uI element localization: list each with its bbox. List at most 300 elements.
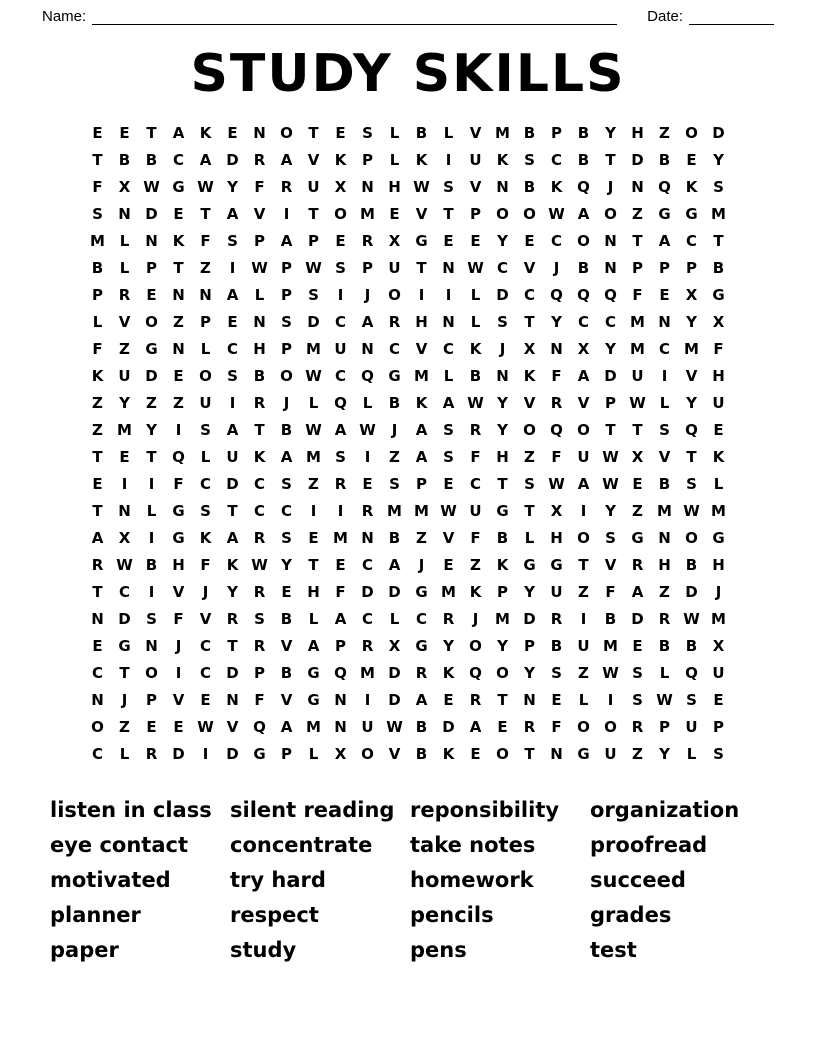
grid-letter: C xyxy=(253,474,265,493)
grid-letter: Y xyxy=(686,312,697,331)
grid-letter: M xyxy=(603,636,618,655)
grid-letter: X xyxy=(685,285,698,304)
grid-letter: X xyxy=(334,744,347,763)
grid-letter: G xyxy=(415,636,428,655)
grid-letter: L xyxy=(119,258,130,277)
word-search-grid xyxy=(84,119,732,767)
grid-letter: G xyxy=(523,555,536,574)
grid-letter: A xyxy=(280,717,293,736)
grid-letter: Q xyxy=(334,663,347,682)
grid-letter: F xyxy=(200,555,211,574)
grid-letter: H xyxy=(712,366,725,385)
grid-letter: H xyxy=(307,582,320,601)
grid-letter: T xyxy=(227,501,238,520)
grid-letter: N xyxy=(91,609,104,628)
grid-letter: Y xyxy=(713,150,724,169)
grid-letter: V xyxy=(307,150,320,169)
grid-letter: N xyxy=(118,501,131,520)
grid-letter: I xyxy=(607,690,614,709)
grid-letter: P xyxy=(200,312,211,331)
grid-letter: D xyxy=(388,582,401,601)
grid-letter: Q xyxy=(577,285,590,304)
grid-letter: K xyxy=(415,150,428,169)
grid-letter: E xyxy=(443,555,454,574)
grid-letter: P xyxy=(308,231,319,250)
grid-letter: C xyxy=(469,474,481,493)
grid-letter: L xyxy=(146,501,157,520)
grid-letter: J xyxy=(553,258,560,277)
grid-letter: S xyxy=(389,474,400,493)
grid-letter: P xyxy=(362,150,373,169)
grid-letter: C xyxy=(685,231,697,250)
grid-letter: Y xyxy=(497,420,508,439)
grid-letter: F xyxy=(254,690,265,709)
grid-letter: C xyxy=(361,555,373,574)
grid-letter: D xyxy=(226,663,239,682)
grid-letter: F xyxy=(92,339,103,358)
grid-letter: W xyxy=(116,555,133,574)
grid-letter: O xyxy=(685,123,698,142)
word-item: silent reading xyxy=(230,798,395,823)
grid-letter: S xyxy=(281,474,292,493)
grid-letter: B xyxy=(415,123,428,142)
grid-letter: N xyxy=(199,285,212,304)
grid-letter: M xyxy=(495,123,510,142)
grid-letter: J xyxy=(175,636,182,655)
grid-letter: P xyxy=(146,690,157,709)
grid-letter: D xyxy=(388,663,401,682)
grid-letter: C xyxy=(118,582,130,601)
date-blank-line xyxy=(689,9,774,25)
grid-letter: K xyxy=(226,555,239,574)
grid-letter: Z xyxy=(578,582,589,601)
word-item: succeed xyxy=(590,868,686,893)
grid-letter: D xyxy=(442,717,455,736)
grid-letter: X xyxy=(712,312,725,331)
grid-letter: T xyxy=(524,501,535,520)
grid-letter: C xyxy=(604,312,616,331)
grid-letter: R xyxy=(253,150,266,169)
grid-letter: S xyxy=(686,690,697,709)
grid-letter: T xyxy=(92,501,103,520)
grid-letter: R xyxy=(253,393,266,412)
grid-letter: P xyxy=(281,285,292,304)
grid-letter: F xyxy=(200,231,211,250)
grid-letter: G xyxy=(712,285,725,304)
grid-letter: D xyxy=(685,582,698,601)
grid-letter: A xyxy=(226,204,239,223)
grid-letter: Q xyxy=(577,177,590,196)
grid-letter: S xyxy=(200,501,211,520)
grid-letter: P xyxy=(416,474,427,493)
grid-letter: L xyxy=(308,744,319,763)
grid-letter: N xyxy=(334,690,347,709)
word-item: motivated xyxy=(50,868,171,893)
grid-letter: U xyxy=(550,582,563,601)
grid-letter: Y xyxy=(605,123,616,142)
grid-letter: E xyxy=(227,312,238,331)
grid-letter: V xyxy=(388,744,401,763)
grid-letter: G xyxy=(415,582,428,601)
grid-letter: Y xyxy=(605,501,616,520)
grid-letter: I xyxy=(445,285,452,304)
grid-letter: L xyxy=(362,393,373,412)
grid-letter: S xyxy=(713,177,724,196)
grid-letter: L xyxy=(119,231,130,250)
grid-letter: B xyxy=(577,150,590,169)
grid-letter: W xyxy=(602,474,619,493)
grid-letter: A xyxy=(307,636,320,655)
grid-letter: Y xyxy=(659,744,670,763)
grid-letter: S xyxy=(335,258,346,277)
grid-letter: E xyxy=(470,744,481,763)
grid-letter: Q xyxy=(334,393,347,412)
grid-letter: Y xyxy=(497,393,508,412)
grid-letter: N xyxy=(172,285,185,304)
grid-letter: N xyxy=(145,231,158,250)
grid-letter: I xyxy=(175,663,182,682)
grid-letter: D xyxy=(226,150,239,169)
grid-letter: G xyxy=(118,636,131,655)
grid-letter: N xyxy=(361,528,374,547)
grid-letter: D xyxy=(631,150,644,169)
grid-letter: X xyxy=(388,636,401,655)
grid-letter: C xyxy=(91,744,103,763)
grid-letter: C xyxy=(199,663,211,682)
grid-letter: A xyxy=(577,474,590,493)
grid-letter: O xyxy=(469,636,482,655)
name-label: Name: xyxy=(42,8,87,25)
grid-letter: W xyxy=(683,609,700,628)
grid-letter: A xyxy=(334,609,347,628)
grid-letter: M xyxy=(711,609,726,628)
grid-letter: T xyxy=(92,150,103,169)
grid-letter: P xyxy=(281,744,292,763)
grid-letter: C xyxy=(172,150,184,169)
grid-letter: B xyxy=(388,393,401,412)
grid-letter: T xyxy=(605,420,616,439)
grid-letter: S xyxy=(308,285,319,304)
grid-letter: B xyxy=(523,123,536,142)
grid-letter: V xyxy=(172,690,185,709)
grid-letter: P xyxy=(524,636,535,655)
grid-letter: D xyxy=(118,609,131,628)
grid-letter: G xyxy=(550,555,563,574)
grid-letter: B xyxy=(685,555,698,574)
grid-letter: A xyxy=(226,528,239,547)
grid-letter: C xyxy=(442,339,454,358)
grid-letter: W xyxy=(629,393,646,412)
grid-letter: Z xyxy=(578,663,589,682)
grid-letter: R xyxy=(442,609,455,628)
grid-letter: X xyxy=(118,177,131,196)
grid-letter: B xyxy=(604,609,617,628)
grid-letter: N xyxy=(334,717,347,736)
grid-letter: U xyxy=(469,501,482,520)
grid-letter: F xyxy=(551,366,562,385)
grid-letter: N xyxy=(550,339,563,358)
grid-letter: W xyxy=(305,258,322,277)
grid-letter: K xyxy=(685,177,698,196)
grid-letter: I xyxy=(445,150,452,169)
grid-letter: R xyxy=(658,609,671,628)
grid-letter: W xyxy=(683,501,700,520)
grid-letter: J xyxy=(283,393,290,412)
grid-letter: B xyxy=(388,528,401,547)
word-item: grades xyxy=(590,903,672,928)
grid-letter: A xyxy=(415,447,428,466)
grid-letter: K xyxy=(442,744,455,763)
grid-letter: E xyxy=(335,555,346,574)
grid-letter: W xyxy=(548,204,565,223)
grid-letter: C xyxy=(577,312,589,331)
grid-letter: V xyxy=(685,366,698,385)
grid-letter: H xyxy=(658,555,671,574)
grid-letter: N xyxy=(361,339,374,358)
grid-letter: Z xyxy=(632,744,643,763)
grid-letter: J xyxy=(364,285,371,304)
grid-letter: S xyxy=(281,312,292,331)
word-item: pens xyxy=(410,938,467,963)
grid-letter: F xyxy=(713,339,724,358)
word-item: proofread xyxy=(590,833,708,858)
grid-letter: A xyxy=(388,555,401,574)
word-item: listen in class xyxy=(50,798,212,823)
grid-letter: L xyxy=(443,366,454,385)
grid-letter: B xyxy=(415,744,428,763)
grid-letter: Z xyxy=(92,393,103,412)
grid-letter: G xyxy=(496,501,509,520)
grid-letter: C xyxy=(550,150,562,169)
grid-letter: T xyxy=(713,231,724,250)
grid-letter: W xyxy=(656,690,673,709)
grid-letter: C xyxy=(226,339,238,358)
word-list-column xyxy=(230,793,410,968)
grid-letter: O xyxy=(577,717,590,736)
grid-letter: S xyxy=(524,474,535,493)
grid-letter: Z xyxy=(92,420,103,439)
grid-letter: Y xyxy=(551,312,562,331)
grid-letter: S xyxy=(659,420,670,439)
grid-letter: A xyxy=(280,150,293,169)
grid-letter: D xyxy=(604,366,617,385)
grid-letter: G xyxy=(685,204,698,223)
grid-letter: F xyxy=(551,447,562,466)
grid-letter: C xyxy=(658,339,670,358)
grid-letter: Z xyxy=(659,582,670,601)
grid-letter: O xyxy=(685,528,698,547)
grid-letter: G xyxy=(712,528,725,547)
grid-letter: P xyxy=(632,258,643,277)
grid-letter: Z xyxy=(308,474,319,493)
grid-letter: K xyxy=(496,150,509,169)
grid-letter: N xyxy=(496,366,509,385)
grid-letter: R xyxy=(469,690,482,709)
grid-letter: P xyxy=(713,717,724,736)
grid-letter: Q xyxy=(469,663,482,682)
grid-letter: D xyxy=(226,474,239,493)
grid-letter: K xyxy=(199,123,212,142)
grid-letter: L xyxy=(389,150,400,169)
grid-letter: V xyxy=(442,528,455,547)
grid-letter: J xyxy=(607,177,614,196)
grid-letter: E xyxy=(551,690,562,709)
grid-letter: T xyxy=(632,420,643,439)
grid-letter: Q xyxy=(253,717,266,736)
grid-letter: R xyxy=(334,474,347,493)
grid-letter: T xyxy=(524,744,535,763)
grid-letter: A xyxy=(226,420,239,439)
grid-letter: T xyxy=(92,582,103,601)
grid-letter: I xyxy=(661,366,668,385)
grid-letter: B xyxy=(577,258,590,277)
word-item: paper xyxy=(50,938,119,963)
grid-letter: A xyxy=(469,717,482,736)
grid-letter: L xyxy=(578,690,589,709)
grid-letter: K xyxy=(415,393,428,412)
grid-letter: B xyxy=(253,366,266,385)
grid-letter: M xyxy=(306,717,321,736)
grid-letter: M xyxy=(441,582,456,601)
grid-letter: N xyxy=(226,690,239,709)
grid-letter: Y xyxy=(524,663,535,682)
grid-letter: K xyxy=(523,366,536,385)
grid-letter: W xyxy=(143,177,160,196)
grid-letter: W xyxy=(305,366,322,385)
grid-letter: E xyxy=(200,690,211,709)
grid-letter: I xyxy=(418,285,425,304)
grid-letter: A xyxy=(577,204,590,223)
grid-letter: C xyxy=(199,474,211,493)
grid-letter: S xyxy=(605,528,616,547)
grid-letter: L xyxy=(200,339,211,358)
grid-letter: R xyxy=(280,177,293,196)
grid-letter: I xyxy=(283,204,290,223)
grid-letter: R xyxy=(415,663,428,682)
word-item: organization xyxy=(590,798,740,823)
grid-letter: S xyxy=(497,312,508,331)
grid-letter: W xyxy=(386,717,403,736)
grid-letter: C xyxy=(388,339,400,358)
word-item: concentrate xyxy=(230,833,373,858)
grid-letter: E xyxy=(632,636,643,655)
grid-letter: T xyxy=(308,204,319,223)
grid-letter: M xyxy=(711,501,726,520)
grid-letter: X xyxy=(550,501,563,520)
grid-letter: O xyxy=(145,312,158,331)
grid-letter: B xyxy=(658,150,671,169)
word-item: take notes xyxy=(410,833,536,858)
grid-letter: S xyxy=(632,663,643,682)
grid-letter: S xyxy=(524,150,535,169)
grid-letter: N xyxy=(442,258,455,277)
grid-letter: C xyxy=(496,258,508,277)
grid-letter: E xyxy=(119,123,130,142)
grid-letter: B xyxy=(658,636,671,655)
grid-letter: S xyxy=(254,609,265,628)
grid-letter: L xyxy=(92,312,103,331)
grid-letter: G xyxy=(307,663,320,682)
grid-letter: D xyxy=(496,285,509,304)
grid-letter: J xyxy=(418,555,425,574)
grid-letter: M xyxy=(414,366,429,385)
grid-letter: O xyxy=(334,204,347,223)
grid-letter: Z xyxy=(119,339,130,358)
grid-letter: P xyxy=(605,393,616,412)
grid-letter: E xyxy=(173,717,184,736)
grid-letter: T xyxy=(308,555,319,574)
grid-letter: K xyxy=(442,663,455,682)
grid-letter: K xyxy=(469,339,482,358)
grid-letter: E xyxy=(443,474,454,493)
grid-letter: L xyxy=(254,285,265,304)
grid-letter: Z xyxy=(632,501,643,520)
grid-letter: T xyxy=(308,123,319,142)
grid-letter: W xyxy=(467,258,484,277)
grid-letter: N xyxy=(604,231,617,250)
grid-letter: R xyxy=(361,231,374,250)
grid-letter: N xyxy=(604,258,617,277)
grid-letter: U xyxy=(712,393,725,412)
grid-letter: H xyxy=(496,447,509,466)
grid-letter: T xyxy=(146,123,157,142)
grid-letter: G xyxy=(172,501,185,520)
grid-letter: C xyxy=(280,501,292,520)
grid-letter: W xyxy=(359,420,376,439)
grid-letter: S xyxy=(227,231,238,250)
grid-letter: N xyxy=(91,690,104,709)
grid-letter: U xyxy=(685,717,698,736)
grid-letter: O xyxy=(604,717,617,736)
grid-letter: U xyxy=(226,447,239,466)
grid-letter: Q xyxy=(361,366,374,385)
grid-letter: G xyxy=(145,339,158,358)
grid-letter: U xyxy=(631,366,644,385)
grid-letter: W xyxy=(251,555,268,574)
grid-letter: D xyxy=(631,609,644,628)
grid-letter: J xyxy=(715,582,722,601)
word-item: eye contact xyxy=(50,833,189,858)
grid-letter: C xyxy=(550,231,562,250)
grid-letter: T xyxy=(227,636,238,655)
grid-letter: X xyxy=(388,231,401,250)
grid-letter: Z xyxy=(416,528,427,547)
grid-letter: W xyxy=(197,177,214,196)
grid-letter: D xyxy=(307,312,320,331)
grid-letter: S xyxy=(335,447,346,466)
grid-letter: K xyxy=(199,528,212,547)
grid-letter: S xyxy=(713,744,724,763)
grid-letter: J xyxy=(121,690,128,709)
grid-letter: Y xyxy=(443,636,454,655)
grid-letter: L xyxy=(389,609,400,628)
grid-letter: I xyxy=(364,690,371,709)
grid-letter: H xyxy=(253,339,266,358)
grid-letter: Q xyxy=(658,177,671,196)
grid-letter: T xyxy=(200,204,211,223)
grid-letter: M xyxy=(630,312,645,331)
grid-letter: U xyxy=(388,258,401,277)
grid-letter: K xyxy=(712,447,725,466)
grid-letter: G xyxy=(172,528,185,547)
grid-letter: B xyxy=(658,474,671,493)
grid-letter: M xyxy=(711,204,726,223)
grid-letter: N xyxy=(658,528,671,547)
grid-letter: I xyxy=(229,393,236,412)
grid-letter: V xyxy=(415,204,428,223)
grid-letter: D xyxy=(145,204,158,223)
grid-letter: R xyxy=(523,717,536,736)
